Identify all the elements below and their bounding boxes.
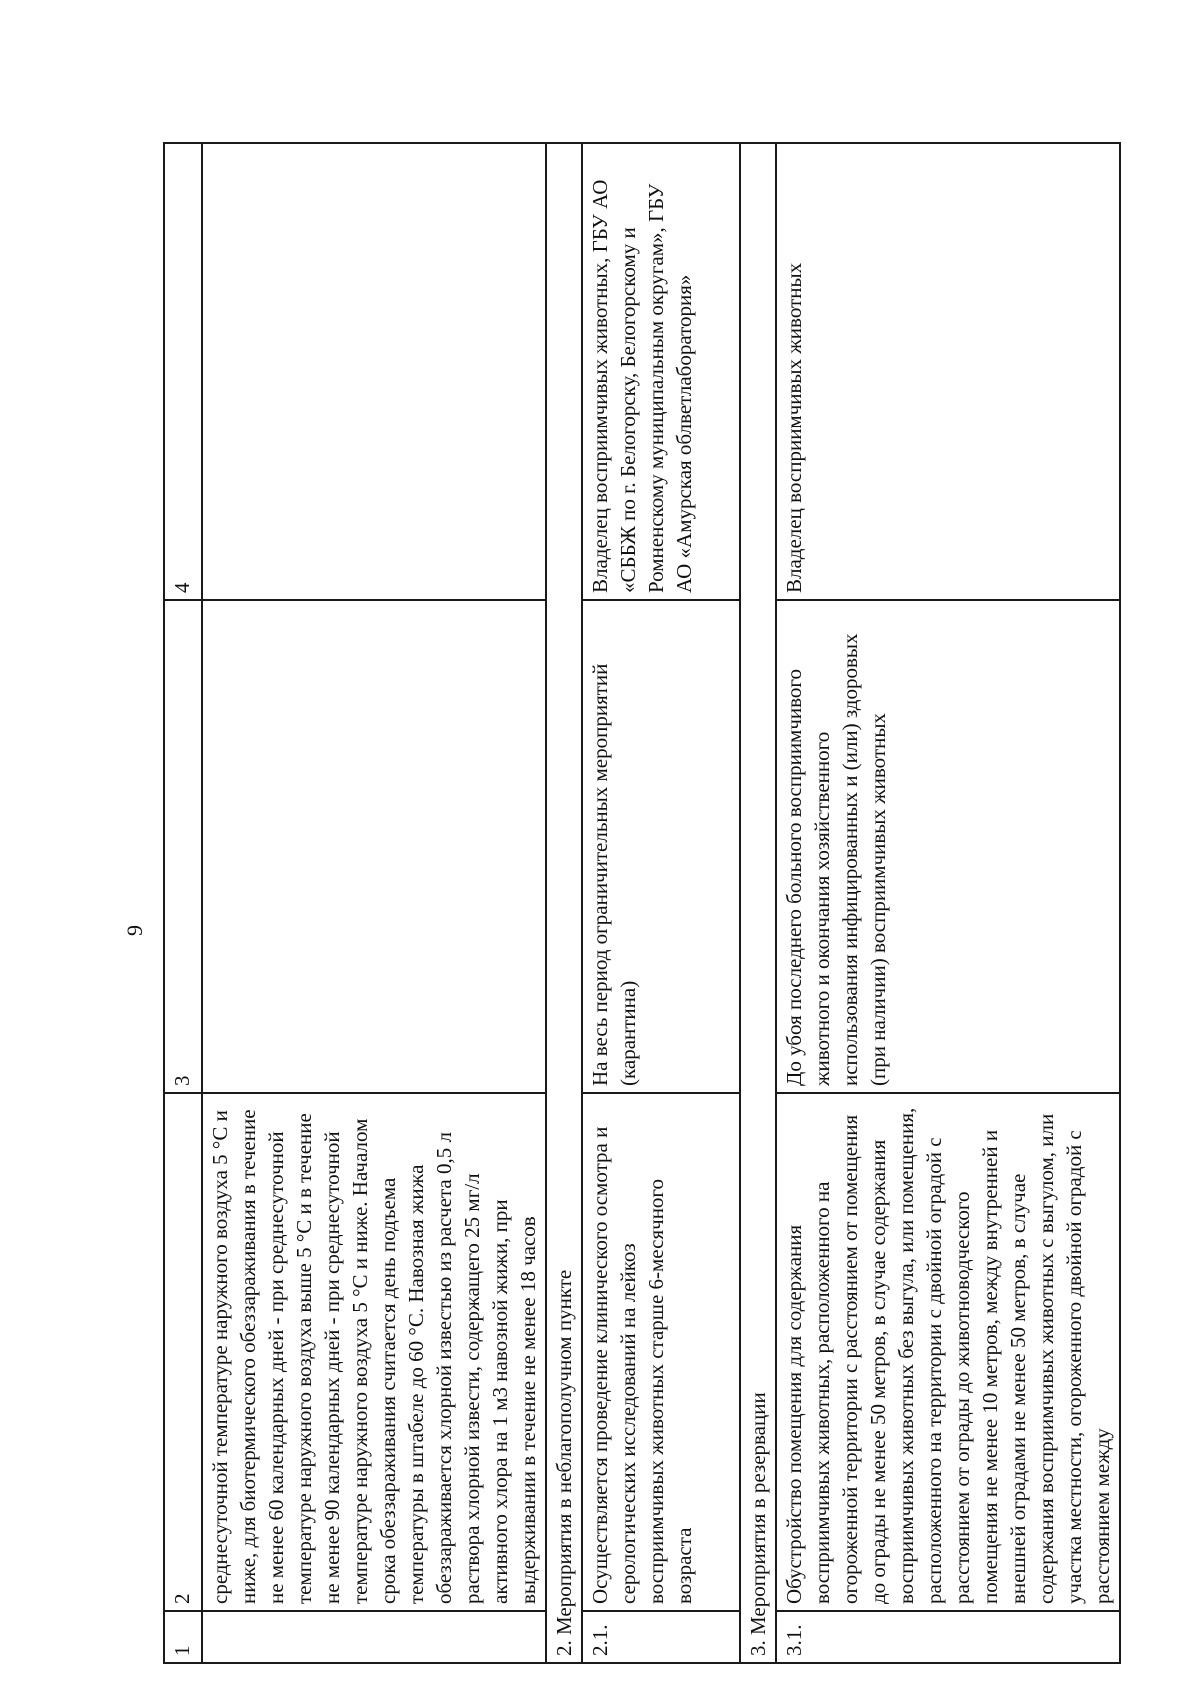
section-title: 2. Мероприятия в неблагополучном пункте xyxy=(546,143,582,1663)
table-header-row xyxy=(164,143,202,1663)
measure-cell: Обустройство помещения для содержания восприимчивых животных, расположенного на огороженной территории с расстоянием от помещения до ограды не менее 50 метров, в случае содержания восприимчивых животных без выгула, или помещения, расположенного на территории с двойной оградой с расстоянием от ограды до животноводческого помещения не менее 10 метров, между внутренней и внешней оградами не менее 50 метров, в случае содержания восприимчивых животных с выгулом, или участка местности, огороженного двойной оградой с расстоянием между xyxy=(776,1093,1120,1611)
term-cell: На весь период ограничительных мероприятий (карантина) xyxy=(582,600,740,1093)
responsible-cell: Владелец восприимчивых животных xyxy=(776,143,1120,600)
column-header: 4 xyxy=(164,143,202,600)
responsible-cell: Владелец восприимчивых животных, ГБУ АО «СББЖ по г. Белогорску, Белогорскому и Ромненскому муниципальным округам», ГБУ АО «Амурская облветлаборатория» xyxy=(582,143,740,600)
document-page xyxy=(118,104,1118,1696)
row-number xyxy=(202,1611,546,1663)
table-row xyxy=(582,143,740,1663)
responsible-cell xyxy=(202,143,546,600)
section-header-row xyxy=(740,143,776,1663)
page-number: 9 xyxy=(122,925,147,936)
row-number: 3.1. xyxy=(776,1611,1120,1663)
term-cell: До убоя последнего больного восприимчивого животного и окончания хозяйственного использования инфицированных и (или) здоровых (при наличии) восприимчивых животных xyxy=(776,600,1120,1093)
row-number: 2.1. xyxy=(582,1611,740,1663)
section-title: 3. Мероприятия в резервации xyxy=(740,143,776,1663)
section-header-row xyxy=(546,143,582,1663)
measure-cell: Осуществляется проведение клинического осмотра и серологических исследований на лейкоз восприимчивых животных старше 6-месячного возраста xyxy=(582,1093,740,1611)
column-header: 1 xyxy=(164,1611,202,1663)
term-cell xyxy=(202,600,546,1093)
table-row xyxy=(776,143,1120,1663)
measures-table xyxy=(163,142,1121,1664)
measure-cell: среднесуточной температуре наружного воздуха 5 °С и ниже, для биотермического обеззараживания в течение не менее 60 календарных дней - при среднесуточной температуре наружного воздуха выше 5 °С и в течение не менее 90 календарных дней - при среднесуточной температуре наружного воздуха 5 °С и ниже. Началом срока обеззараживания считается день подъема температуры в штабеле до 60 °С. Навозная жижа обеззараживается хлорной известью из расчета 0,5 л раствора хлорной извести, содержащего 25 мг/л активного хлора на 1 м3 навозной жижи, при выдерживании в течение не менее 18 часов xyxy=(202,1093,546,1611)
table-row xyxy=(202,143,546,1663)
column-header: 2 xyxy=(164,1093,202,1611)
column-header: 3 xyxy=(164,600,202,1093)
